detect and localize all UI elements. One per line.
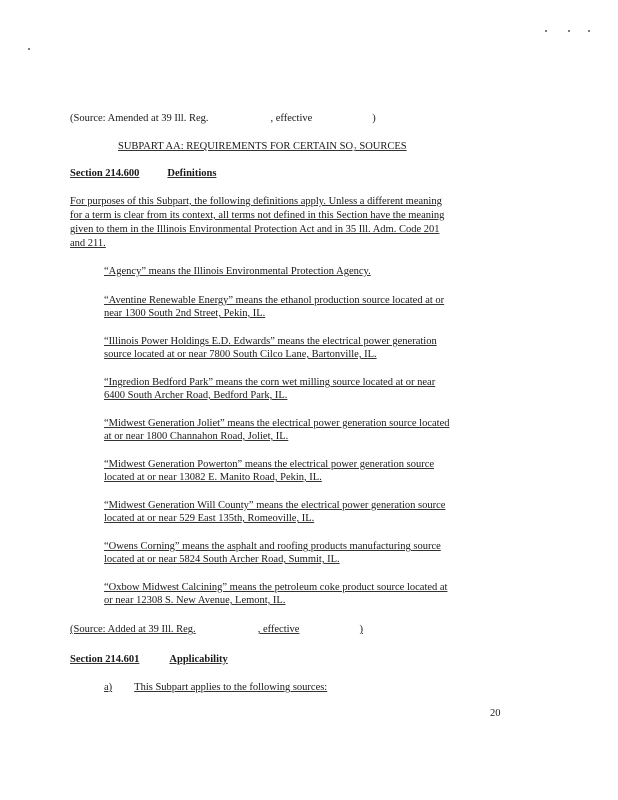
- definition-powerton-line-2: located at or near 13082 E. Manito Road, Pekin, IL.: [104, 472, 322, 483]
- definition-joliet-line-2: at or near 1800 Channahon Road, Joliet, IL.: [104, 431, 289, 442]
- definition-owens-corning-line-2: located at or near 5824 South Archer Road, Summit, IL.: [104, 554, 340, 565]
- intro-line-3: given to them in the Illinois Environmental Protection Act and in 35 Ill. Adm. Code 201: [70, 224, 440, 235]
- definition-will-county-line-1: “Midwest Generation Will County” means the electrical power generation source: [104, 500, 446, 511]
- definition-aventine-line-1: “Aventine Renewable Energy” means the ethanol production source located at or: [104, 295, 445, 306]
- scan-speck: [568, 30, 570, 32]
- definition-edwards-line-1: “Illinois Power Holdings E.D. Edwards” means the electrical power generation: [104, 336, 437, 347]
- definition-ingredion-line-2: 6400 South Archer Road, Bedford Park, IL.: [104, 390, 288, 401]
- intro-line-1: For purposes of this Subpart, the following definitions apply. Unless a different meaning: [70, 196, 442, 207]
- definition-aventine-line-2: near 1300 South 2nd Street, Pekin, IL.: [104, 308, 266, 319]
- intro-line-2: for a term is clear from its context, all terms not defined in this Section have the meaning: [70, 210, 445, 221]
- item-a: a) This Subpart applies to the following sources:: [104, 682, 328, 693]
- definition-will-county-line-2: located at or near 529 East 135th, Romeoville, IL.: [104, 513, 315, 524]
- definition-powerton-line-1: “Midwest Generation Powerton” means the electrical power generation source: [104, 459, 435, 470]
- page-number: 20: [490, 708, 501, 719]
- definition-oxbow-line-2: or near 12308 S. New Avenue, Lemont, IL.: [104, 595, 286, 606]
- definition-oxbow-line-1: “Oxbow Midwest Calcining” means the petroleum coke product source located at: [104, 582, 448, 593]
- source-added: (Source: Added at 39 Ill. Reg. , effective ): [70, 624, 363, 635]
- definition-joliet-line-1: “Midwest Generation Joliet” means the electrical power generation source located: [104, 418, 450, 429]
- definition-agency: “Agency” means the Illinois Environmental Protection Agency.: [104, 266, 371, 277]
- section-214-601-heading: Section 214.601 Applicability: [70, 654, 228, 665]
- intro-line-4: and 211.: [70, 238, 106, 249]
- scan-speck: [588, 30, 590, 32]
- definition-ingredion-line-1: “Ingredion Bedford Park” means the corn wet milling source located at or near: [104, 377, 436, 388]
- section-214-600-heading: Section 214.600 Definitions: [70, 168, 217, 179]
- scan-speck: [28, 48, 30, 50]
- definition-owens-corning-line-1: “Owens Corning” means the asphalt and roofing products manufacturing source: [104, 541, 441, 552]
- definition-edwards-line-2: source located at or near 7800 South Cilco Lane, Bartonville, IL.: [104, 349, 377, 360]
- subpart-heading: SUBPART AA: REQUIREMENTS FOR CERTAIN SO₂ SOURCES: [118, 141, 407, 152]
- source-amended: (Source: Amended at 39 Ill. Reg. , effective ): [70, 113, 376, 124]
- scan-speck: [545, 30, 547, 32]
